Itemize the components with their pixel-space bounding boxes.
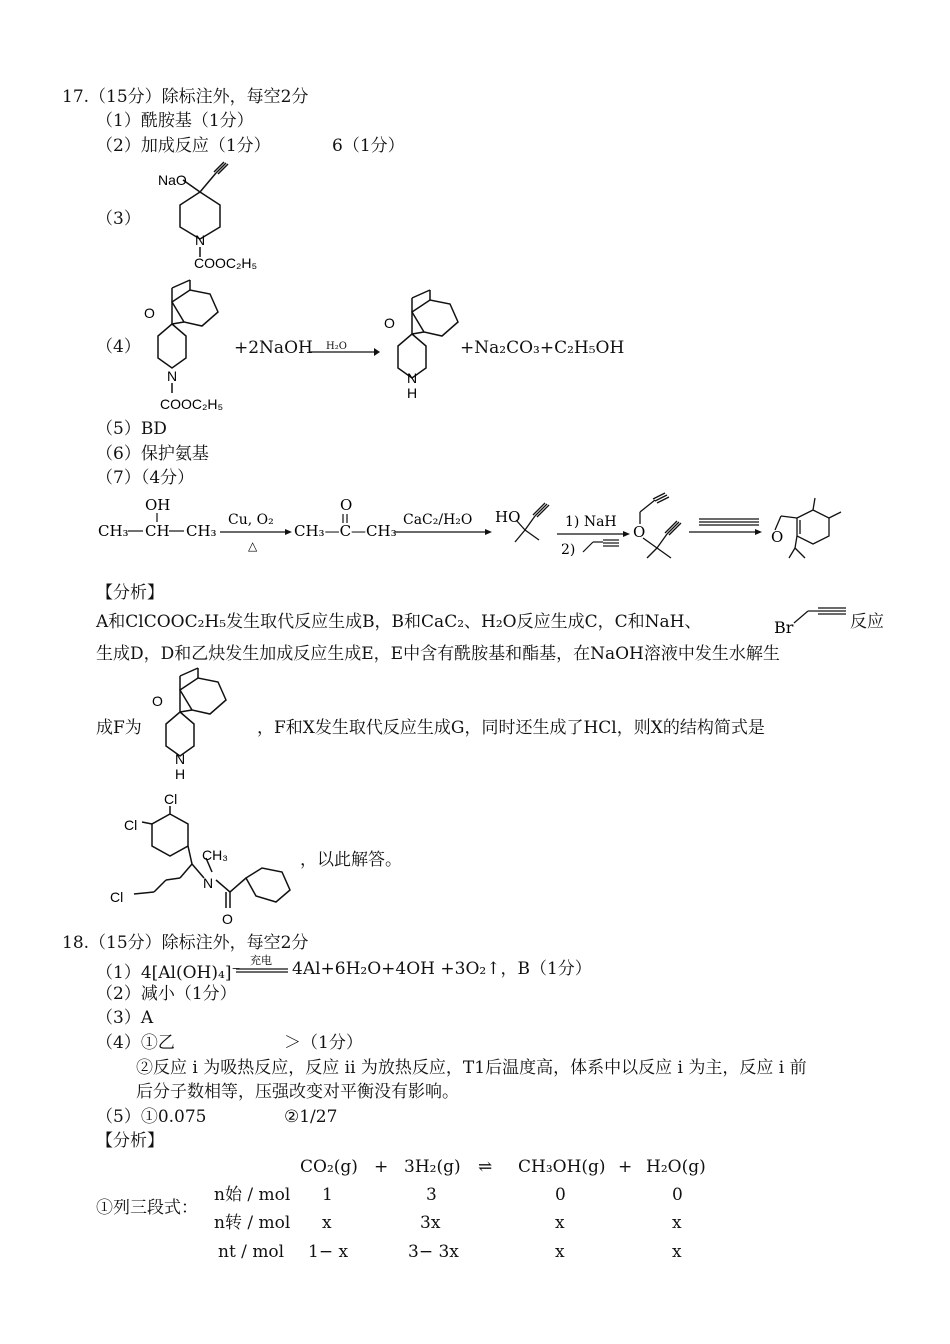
q17-analysis-title: 【分析】: [96, 583, 164, 603]
eq-h2o: H₂O(g): [646, 1157, 706, 1177]
table-intro: ①列三段式：: [96, 1198, 198, 1218]
eq-plus-2: +: [618, 1157, 633, 1177]
oh-label: OH: [145, 496, 171, 514]
o-label: O: [152, 693, 163, 709]
ring-o: O: [771, 528, 784, 546]
n-label: N: [407, 370, 418, 386]
q18-a1-pre: （1）4[Al(OH)₄]: [96, 963, 232, 983]
ho-label: HO: [495, 508, 521, 526]
row0-co2: 1: [322, 1185, 333, 1205]
nao-label: NaO: [158, 172, 187, 188]
q17-answer-4-label: （4）: [96, 337, 141, 357]
q18-answer-5a: （5）①0.075: [96, 1107, 207, 1127]
products: +Na₂CO₃+C₂H₅OH: [460, 338, 625, 358]
eq-co2: CO₂(g): [300, 1157, 358, 1177]
propargyl-bromide-structure: [772, 605, 850, 635]
row1-h2: 3x: [420, 1213, 441, 1233]
cond1-bottom: △: [248, 539, 258, 553]
q17-answer-7: （7）（4分）: [96, 468, 195, 488]
cond1-top: Cu, O₂: [228, 512, 274, 528]
q18-answer-2: （2）减小（1分）: [96, 984, 237, 1004]
o-label: O: [144, 305, 155, 321]
q17-answer-6: （6）保护氨基: [96, 444, 209, 464]
q17-header: 17.（15分）除标注外，每空2分: [62, 87, 309, 107]
n-label: N: [203, 875, 214, 891]
n-label: N: [167, 368, 178, 384]
q18-answer-4c: ②反应 i 为吸热反应，反应 ii 为放热反应，T1后温度高，体系中以反应 i 为主，反应 i 前: [136, 1058, 807, 1078]
n-label: N: [195, 232, 206, 248]
q17-answer-3-label: （3）: [96, 209, 141, 229]
br-label: Br: [774, 618, 794, 637]
q17-analysis-end: ，以此解答。: [300, 850, 402, 870]
q18-analysis-title: 【分析】: [96, 1131, 164, 1151]
cond3-bottom: 2): [561, 542, 576, 558]
q17-structure-4-reactant: [130, 280, 240, 415]
h-label: H: [407, 385, 418, 401]
ch3-right: CH₃: [186, 522, 217, 540]
q17-analysis-line-1: A和ClCOOC₂H₅发生取代反应生成B，B和CaC₂、H₂O反应生成C，C和NaH、: [96, 612, 702, 632]
cl-label-3: Cl: [110, 889, 124, 905]
q18-answer-4a: （4）①乙: [96, 1033, 175, 1053]
plus-naoh: +2NaOH: [234, 338, 313, 358]
ch3-left: CH₃: [98, 522, 129, 540]
ether-o: O: [633, 523, 646, 541]
row0-h2o: 0: [672, 1185, 683, 1205]
eq-ch3oh: CH₃OH(g): [518, 1157, 606, 1177]
cond3-top: 1) NaH: [565, 514, 617, 530]
charging-label: 充电: [250, 954, 272, 967]
ester-label: COOC₂H₅: [194, 255, 258, 271]
q18-header: 18.（15分）除标注外，每空2分: [62, 933, 309, 953]
q18-a1-sup: −: [231, 962, 241, 975]
cond2: CaC₂/H₂O: [403, 512, 473, 528]
compound-x-structure: [108, 792, 308, 927]
row1-h2o: x: [672, 1213, 682, 1233]
q17-analysis-line-3a: 成F为: [96, 718, 142, 738]
eq-equilibrium: ⇌: [478, 1157, 493, 1177]
h-label: H: [175, 766, 186, 782]
q17-answer-2a: （2）加成反应（1分）: [96, 136, 271, 156]
q18-answer-3: （3）A: [96, 1008, 154, 1028]
row2-h2: 3− 3x: [408, 1242, 459, 1262]
ester-label: COOC₂H₅: [160, 396, 224, 412]
q17-structure-4-product: [370, 290, 470, 405]
q17-answer-2b: 6（1分）: [332, 136, 405, 156]
cl-label-2: Cl: [124, 817, 138, 833]
charging-arrow: [236, 953, 288, 977]
n-label: N: [175, 751, 186, 767]
q17-synthesis-route: [95, 492, 925, 572]
q18-answer-1-post: 4Al+6H₂O+4OH +3O₂↑，B（1分）: [292, 959, 592, 979]
o-label: O: [222, 911, 233, 927]
q18-answer-1: [96, 958, 241, 984]
q17-structure-3: [150, 165, 290, 270]
q17-answer-5: （5）BD: [96, 419, 167, 439]
ch-label: CH: [145, 522, 170, 540]
compound-f-structure: [138, 668, 248, 783]
row2-h2o: x: [672, 1242, 682, 1262]
q17-analysis-line-1-end: 反应: [850, 612, 884, 632]
carbonyl-o: O: [340, 496, 353, 514]
row1-ch3oh: x: [555, 1213, 565, 1233]
row-label-initial: n始 / mol: [214, 1185, 291, 1205]
row-label-final: nt / mol: [218, 1242, 285, 1262]
q17-analysis-line-3b: ，F和X发生取代反应生成G，同时还生成了HCl，则X的结构简式是: [257, 718, 765, 738]
row-label-change: n转 / mol: [214, 1213, 291, 1233]
q18-answer-5b: ②1/27: [284, 1107, 338, 1127]
eq-plus-1: +: [374, 1157, 389, 1177]
row2-co2: 1− x: [308, 1242, 349, 1262]
row0-ch3oh: 0: [555, 1185, 566, 1205]
q18-answer-4d: 后分子数相等，压强改变对平衡没有影响。: [136, 1082, 459, 1102]
row1-co2: x: [322, 1213, 332, 1233]
q18-answer-4b: ＞（1分）: [284, 1033, 363, 1053]
row0-h2: 3: [426, 1185, 437, 1205]
o-label: O: [384, 315, 395, 331]
cl-label-1: Cl: [164, 791, 178, 807]
arrow-condition-h2o: H₂O: [326, 341, 347, 352]
ch3-label: CH₃: [202, 847, 228, 863]
row2-ch3oh: x: [555, 1242, 565, 1262]
q17-analysis-line-2: 生成D，D和乙炔发生加成反应生成E，E中含有酰胺基和酯基，在NaOH溶液中发生水解生: [96, 644, 780, 664]
q17-answer-1: （1）酰胺基（1分）: [96, 111, 254, 131]
eq-h2: 3H₂(g): [404, 1157, 461, 1177]
acetone: CH₃—C—CH₃: [294, 522, 397, 540]
